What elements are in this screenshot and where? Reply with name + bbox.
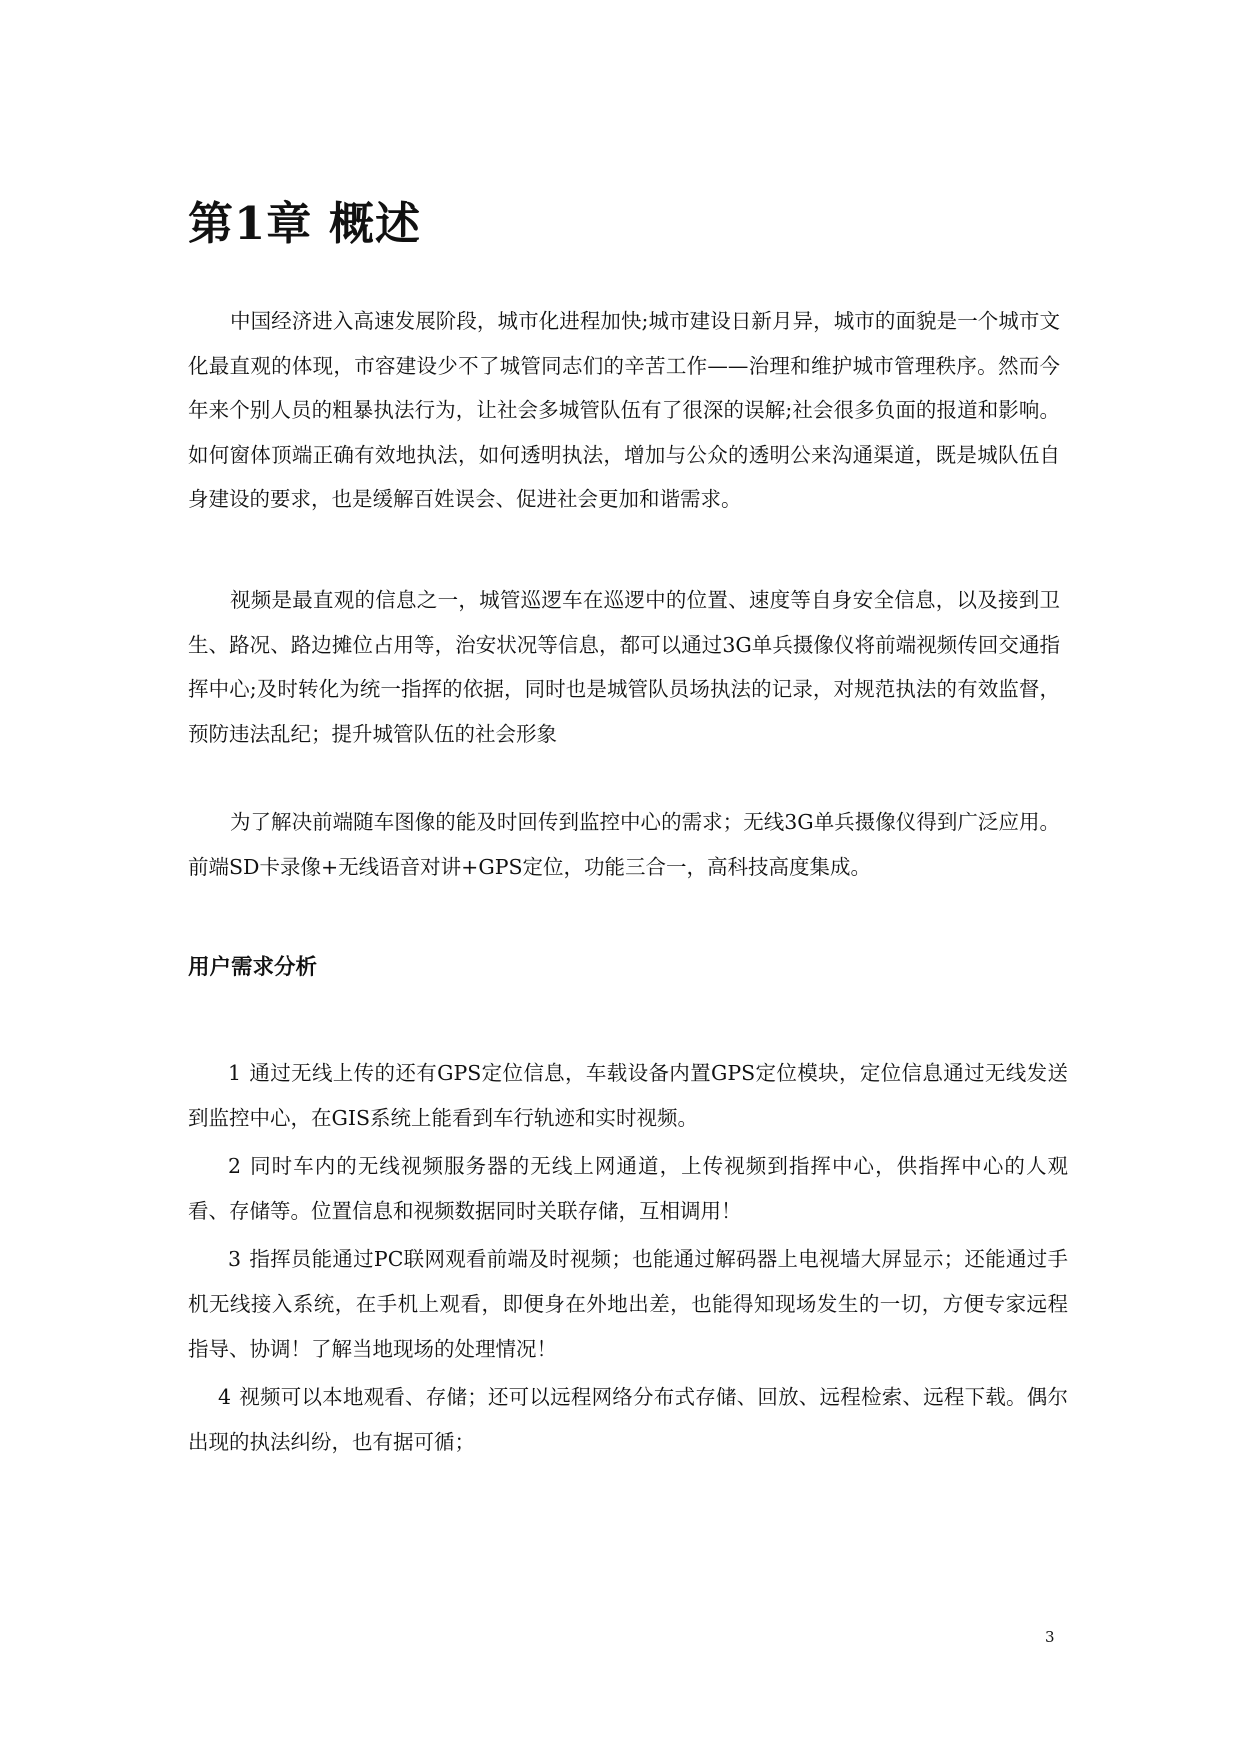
list-item <box>188 1237 1068 1372</box>
list-item-text: 指挥员能通过PC联网观看前端及时视频；也能通过解码器上电视墙大屏显示；还能通过手机无线接入系统，在手机上观看，即便身在外地出差，也能得知现场发生的一切，方便专家远程指导、协调！了解当地现场的处理情况！ <box>188 1247 1068 1361</box>
list-item <box>188 1144 1068 1234</box>
list-item <box>188 1375 1068 1465</box>
video-paragraph: 视频是最直观的信息之一，城管巡逻车在巡逻中的位置、速度等自身安全信息，以及接到卫生、路况、路边摊位占用等，治安状况等信息，都可以通过3G单兵摄像仪将前端视频传回交通指挥中心;及时转化为统一指挥的依据，同时也是城管队员场执法的记录，对规范执法的有效监督，预防违法乱纪；提升城管队伍的社会形象 <box>188 588 1060 746</box>
solution-paragraph: 为了解决前端随车图像的能及时回传到监控中心的需求；无线3G单兵摄像仪得到广泛应用。前端SD卡录像+无线语音对讲+GPS定位，功能三合一，高科技高度集成。 <box>188 810 1060 879</box>
requirements-list <box>188 1051 1068 1468</box>
list-item-text: 通过无线上传的还有GPS定位信息，车载设备内置GPS定位模块，定位信息通过无线发送到监控中心，在GIS系统上能看到车行轨迹和实时视频。 <box>188 1061 1068 1130</box>
section-heading: 用户需求分析 <box>188 955 318 980</box>
list-item-text: 同时车内的无线视频服务器的无线上网通道，上传视频到指挥中心，供指挥中心的人观看、存储等。位置信息和视频数据同时关联存储，互相调用！ <box>188 1154 1068 1223</box>
list-item-number: 2 <box>228 1154 242 1178</box>
list-item <box>188 1051 1068 1141</box>
list-item-text: 视频可以本地观看、存储；还可以远程网络分布式存储、回放、远程检索、远程下载。偶尔出现的执法纠纷，也有据可循； <box>188 1385 1068 1454</box>
chapter-title: 第1章 概述 <box>188 197 421 250</box>
list-item-number: 4 <box>218 1385 232 1409</box>
list-item-number: 3 <box>228 1247 242 1271</box>
page-number: 3 <box>1045 1628 1055 1646</box>
intro-paragraph: 中国经济进入高速发展阶段，城市化进程加快;城市建设日新月异，城市的面貌是一个城市文化最直观的体现，市容建设少不了城管同志们的辛苦工作——治理和维护城市管理秩序。然而今年来个别人员的粗暴执法行为，让社会多城管队伍有了很深的误解;社会很多负面的报道和影响。如何窗体顶端正确有效地执法，如何透明执法，增加与公众的透明公来沟通渠道，既是城队伍自身建设的要求，也是缓解百姓误会、促进社会更加和谐需求。 <box>188 309 1060 511</box>
list-item-number: 1 <box>228 1061 242 1085</box>
